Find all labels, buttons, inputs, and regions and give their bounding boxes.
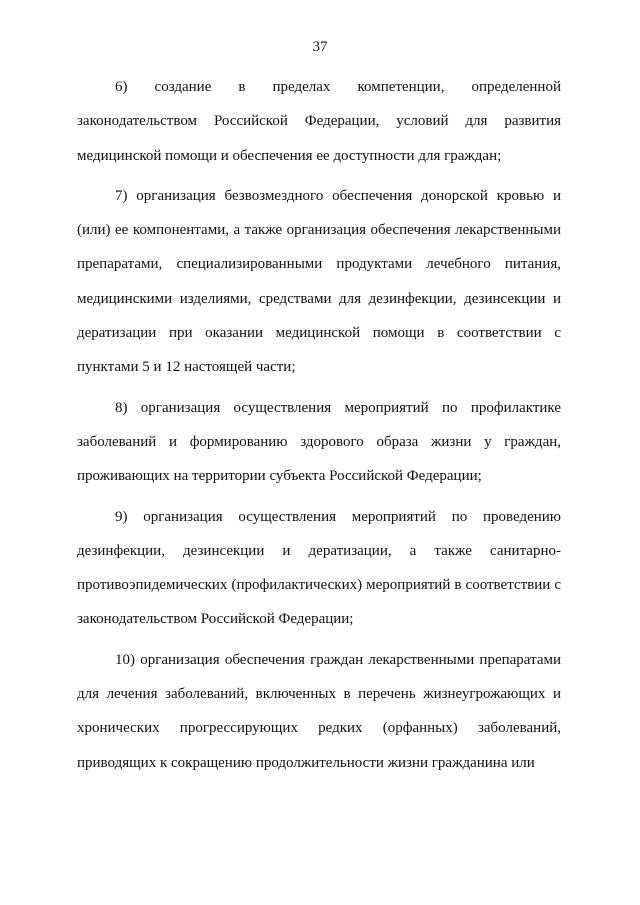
document-body [77, 70, 561, 786]
paragraph-item-9: 9) организация осуществления мероприятий по проведению дезинфекции, дезинсекции и дератизации, а также санитарно-противоэпидемических (профилактических) мероприятий в соответствии с законодательством Российской Федерации; [77, 508, 561, 628]
paragraph-item-10: 10) организация обеспечения граждан лекарственными препаратами для лечения заболеваний, включенных в перечень жизнеугрожающих и хронических прогрессирующих редких (орфанных) заболеваний, приводящих к сокращению продолжительности жизни гражданина или [77, 651, 561, 771]
paragraph-item-7: 7) организация безвозмездного обеспечения донорской кровью и (или) ее компонентами, а также организация обеспечения лекарственными препаратами, специализированными продуктами лечебного питания, медицинскими изделиями, средствами для дезинфекции, дезинсекции и дератизации при оказании медицинской помощи в соответствии с пунктами 5 и 12 настоящей части; [77, 187, 561, 376]
paragraph-item-8: 8) организация осуществления мероприятий по профилактике заболеваний и формированию здорового образа жизни у граждан, проживающих на территории субъекта Российской Федерации; [77, 399, 561, 485]
page-number: 37 [312, 39, 328, 55]
paragraph-item-6: 6) создание в пределах компетенции, определенной законодательством Российской Федерации, условий для развития медицинской помощи и обеспечения ее доступности для граждан; [77, 79, 561, 164]
